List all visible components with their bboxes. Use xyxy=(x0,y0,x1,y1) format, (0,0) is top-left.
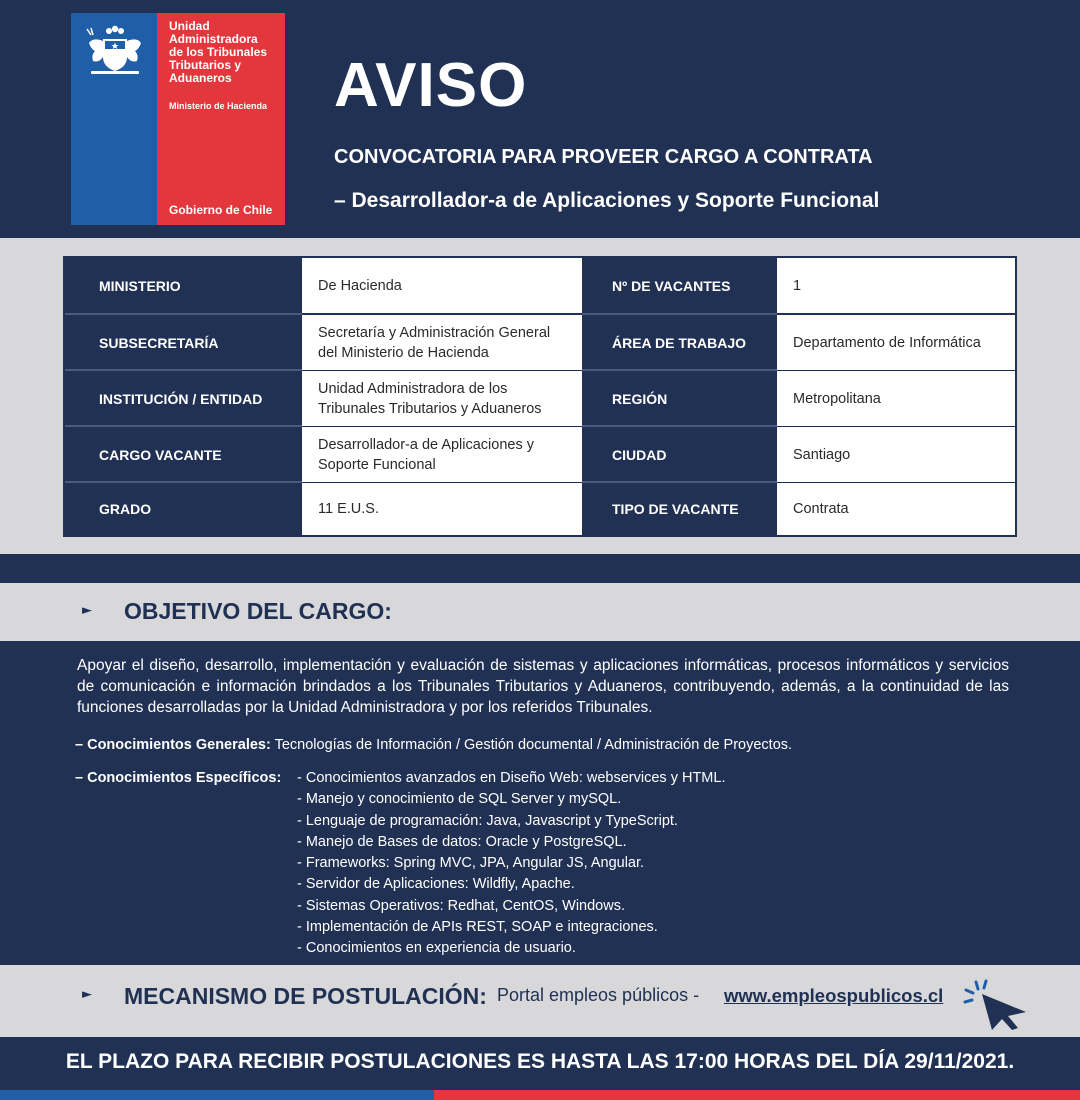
table-value: Departamento de Informática xyxy=(777,315,1015,370)
table-label: GRADO xyxy=(65,483,302,535)
org-line: Tributarios y xyxy=(169,58,242,72)
coat-of-arms-icon xyxy=(77,19,153,79)
arrow-right-icon: ► xyxy=(82,603,92,618)
table-value: Desarrollador-a de Aplicaciones y Soporte Funcional xyxy=(302,427,582,482)
specific-knowledge-label xyxy=(75,768,281,789)
table-row xyxy=(65,315,1015,370)
list-item: - Conocimientos en experiencia de usuario. xyxy=(297,940,576,957)
info-table-band xyxy=(0,238,1080,554)
org-line: Aduaneros xyxy=(169,71,232,85)
table-value: 11 E.U.S. xyxy=(302,483,582,535)
table-value: 1 xyxy=(777,258,1015,313)
table-value: Secretaría y Administración General del Ministerio de Hacienda xyxy=(302,315,582,370)
objetivo-section-bar xyxy=(0,583,1080,641)
table-row xyxy=(65,483,1015,535)
table-label: REGIÓN xyxy=(582,371,777,426)
objetivo-description: Apoyar el diseño, desarrollo, implementación y evaluación de sistemas y aplicaciones informáticas, procesos informáticos y servicios de comunicación e información brindados a los Tribunales Tributarios y Aduaneros, contribuyendo, además, a la continuidad de las funciones desarrolladas por la Unidad Administradora y por los referidos Tribunales. xyxy=(77,657,1009,716)
flag-stripe xyxy=(0,1090,1080,1100)
empleos-publicos-link[interactable]: www.empleospublicos.cl xyxy=(724,985,944,1006)
flag-stripe-red xyxy=(434,1090,1080,1100)
page-subtitle: CONVOCATORIA PARA PROVEER CARGO A CONTRATA xyxy=(334,146,873,168)
flag-stripe-blue xyxy=(0,1090,434,1100)
general-knowledge-text: Tecnologías de Información / Gestión documental / Administración de Proyectos. xyxy=(274,737,793,753)
table-label: INSTITUCIÓN / ENTIDAD xyxy=(65,371,302,426)
org-line: Unidad xyxy=(169,19,210,33)
deadline-notice: EL PLAZO PARA RECIBIR POSTULACIONES ES HASTA LAS 17:00 HORAS DEL DÍA 29/11/2021. xyxy=(65,1050,1015,1073)
table-label: Nº DE VACANTES xyxy=(582,258,777,313)
specific-knowledge-list xyxy=(297,768,997,960)
page-title: AVISO xyxy=(334,51,528,120)
list-item: - Lenguaje de programación: Java, Javascript y TypeScript. xyxy=(297,812,678,829)
table-value: Metropolitana xyxy=(777,371,1015,426)
table-value: Unidad Administradora de los Tribunales Tributarios y Aduaneros xyxy=(302,371,582,426)
header xyxy=(0,0,1080,238)
table-value: De Hacienda xyxy=(302,258,582,313)
portal-text: Portal empleos públicos - xyxy=(497,985,700,1005)
org-line: de los Tribunales xyxy=(169,45,268,59)
table-label: TIPO DE VACANTE xyxy=(582,483,777,535)
list-item: - Frameworks: Spring MVC, JPA, Angular JS, Angular. xyxy=(297,855,645,872)
org-line: Administradora xyxy=(169,32,258,46)
list-item: - Sistemas Operativos: Redhat, CentOS, Windows. xyxy=(297,897,625,914)
logo-org-name xyxy=(169,20,281,85)
table-row xyxy=(65,427,1015,482)
table-label: SUBSECRETARÍA xyxy=(65,315,302,370)
table-row xyxy=(65,371,1015,426)
divider-strip xyxy=(0,554,1080,583)
gobierno-logo xyxy=(71,13,285,225)
table-label: MINISTERIO xyxy=(65,258,302,313)
mecanismo-title: MECANISMO DE POSTULACIÓN: xyxy=(124,983,487,1009)
info-table xyxy=(63,256,1017,537)
logo-government: Gobierno de Chile xyxy=(169,203,273,217)
list-item: - Manejo y conocimiento de SQL Server y mySQL. xyxy=(297,791,622,808)
list-item: - Conocimientos avanzados en Diseño Web: webservices y HTML. xyxy=(297,770,726,786)
list-item: - Implementación de APIs REST, SOAP e integraciones. xyxy=(297,919,658,936)
table-label: CARGO VACANTE xyxy=(65,427,302,482)
specific-label-text: – Conocimientos Específicos: xyxy=(75,770,282,786)
objetivo-title: OBJETIVO DEL CARGO: xyxy=(124,598,392,624)
logo-ministry: Ministerio de Hacienda xyxy=(169,101,268,111)
general-knowledge-label: – Conocimientos Generales: xyxy=(75,737,271,753)
list-item: - Servidor de Aplicaciones: Wildfly, Apache. xyxy=(297,876,575,893)
table-label: ÁREA DE TRABAJO xyxy=(582,315,777,370)
position-title: – Desarrollador-a de Aplicaciones y Soporte Funcional xyxy=(334,189,880,212)
general-knowledge xyxy=(75,735,792,756)
arrow-right-icon: ► xyxy=(82,987,92,1002)
table-value: Contrata xyxy=(777,483,1015,535)
table-value: Santiago xyxy=(777,427,1015,482)
mouse-cursor-icon xyxy=(962,978,1034,1030)
table-label: CIUDAD xyxy=(582,427,777,482)
table-row xyxy=(65,258,1015,313)
list-item: - Manejo de Bases de datos: Oracle y PostgreSQL. xyxy=(297,833,627,850)
